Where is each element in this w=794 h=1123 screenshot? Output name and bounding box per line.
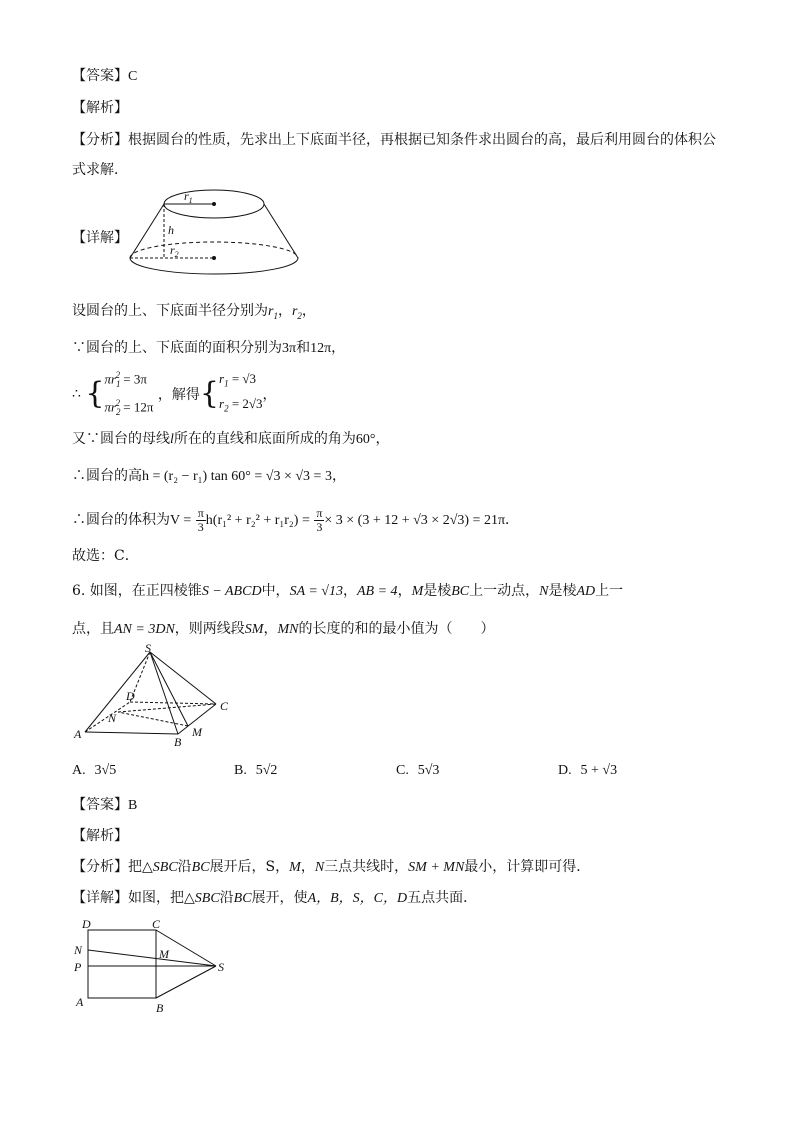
pyramid-figure: [70, 642, 240, 750]
frustum-figure: [126, 184, 306, 284]
q6-stem-line-2: 点，且AN = 3DN，则两线段SM，MN的长度的和的最小值为（ ）: [72, 621, 495, 637]
segment-NS: [88, 950, 216, 966]
edge-DC: [130, 702, 216, 704]
q5-detail-label: 【详解】: [72, 230, 128, 246]
label-C: C: [152, 917, 161, 931]
option-d[interactable]: D. 5 + √3: [558, 763, 618, 778]
edge-SC: [150, 652, 216, 704]
frustum-bottom-front: [130, 258, 298, 274]
label-B: B: [156, 1001, 164, 1015]
q6-answer-line: 【答案】B: [72, 797, 138, 813]
label-S: S: [218, 960, 224, 974]
q5-step-1: 设圆台的上、下底面半径分别为$r_1$，$r_2$，: [72, 303, 316, 321]
q6-stem-line-1: 6. 如图，在正四棱锥S − ABCD中，SA = √13，AB = 4，M是棱BC上一动点，N是棱AD上一: [72, 583, 624, 599]
q5-step-4: 又∵圆台的母线l所在的直线和底面所成的角为60°，: [72, 431, 390, 447]
edge-SB: [150, 652, 178, 734]
option-c[interactable]: C. 5√3: [396, 763, 440, 778]
q5-fenxi-line-2: 式求解．: [72, 162, 128, 178]
edge-SA: [85, 652, 150, 732]
label-C: C: [220, 699, 229, 713]
label-r2: $r_2$: [170, 243, 179, 259]
frustum-right-side: [264, 204, 298, 258]
therefore-symbol: ∴: [72, 385, 81, 402]
segment-SM: [150, 652, 188, 726]
edge-AB: [85, 732, 178, 734]
q5-step-6: ∴圆台的体积为V = $\frac{\pi}{3}$ h(r₁² + r₂² + r₁r₂) = $\frac{\pi}{3}$ × 3 × (3 + 12 + √3 × 2√3) = 21π．: [72, 505, 520, 534]
q5-step-2: ∵圆台的上、下底面的面积分别为3π和12π，: [72, 340, 346, 356]
q5-step-3-system: ∴ { $\pi r_1^2 = 3\pi$ $\pi r_2^2 = 12\pi$ ，解得{ $r_1 = √3$ $r_2 = 2√3$ ，: [72, 370, 277, 417]
frustum-left-side: [130, 204, 164, 258]
option-b[interactable]: B. 5√2: [234, 763, 278, 778]
top-center-dot: [212, 202, 216, 206]
answer-label: 【答案】: [72, 68, 128, 84]
edge-BS: [156, 966, 216, 998]
label-S: S: [145, 642, 151, 655]
q6-detail-line: 【详解】如图，把△SBC沿BC展开，使A，B，S，C，D五点共面．: [72, 890, 478, 906]
label-h: h: [168, 223, 174, 237]
label-N: N: [108, 711, 117, 725]
label-B: B: [174, 735, 182, 749]
label-r1: $r_1$: [184, 189, 193, 205]
q5-answer-line: [72, 66, 137, 87]
q5-analysis-label: 【解析】: [72, 100, 128, 116]
height-expression: h = (r₂ − r₁) tan 60° = √3 × √3 = 3: [142, 469, 332, 484]
q5-choose-line: 故选：C．: [72, 548, 139, 564]
label-M: M: [192, 725, 202, 739]
fenxi-label: 【分析】: [72, 132, 128, 148]
volume-expression: × 3 × (3 + 12 + √3 × 2√3) = 21π: [324, 513, 506, 528]
q5-step-5: ∴圆台的高h = (r₂ − r₁) tan 60° = √3 × √3 = 3，: [72, 468, 346, 484]
option-a[interactable]: A. 3√5: [72, 763, 117, 778]
frustum-bottom-back: [130, 242, 298, 258]
q6-fenxi-line: 【分析】把△SBC沿BC展开后，S，M，N三点共线时，SM + MN最小，计算即可得．: [72, 859, 591, 875]
square-ABCD: [88, 930, 156, 998]
because-symbol: ∵: [72, 340, 86, 356]
q5-fenxi-line-1: [72, 130, 716, 150]
label-A: A: [76, 995, 84, 1009]
unfolded-figure: [70, 914, 240, 1018]
label-M: M: [159, 947, 169, 961]
label-N: N: [74, 943, 83, 957]
answer-value: C: [128, 69, 138, 84]
fenxi-text: 根据圆台的性质，先求出上下底面半径，再根据已知条件求出圆台的高，最后利用圆台的体积公: [128, 132, 716, 148]
label-A: A: [74, 727, 82, 741]
label-P: P: [74, 960, 82, 974]
label-D: D: [126, 689, 135, 703]
label-D: D: [82, 917, 91, 931]
segment-MN: [118, 712, 188, 726]
segment-NC: [118, 704, 216, 712]
bottom-center-dot: [212, 256, 216, 260]
q6-analysis-label: 【解析】: [72, 828, 128, 844]
